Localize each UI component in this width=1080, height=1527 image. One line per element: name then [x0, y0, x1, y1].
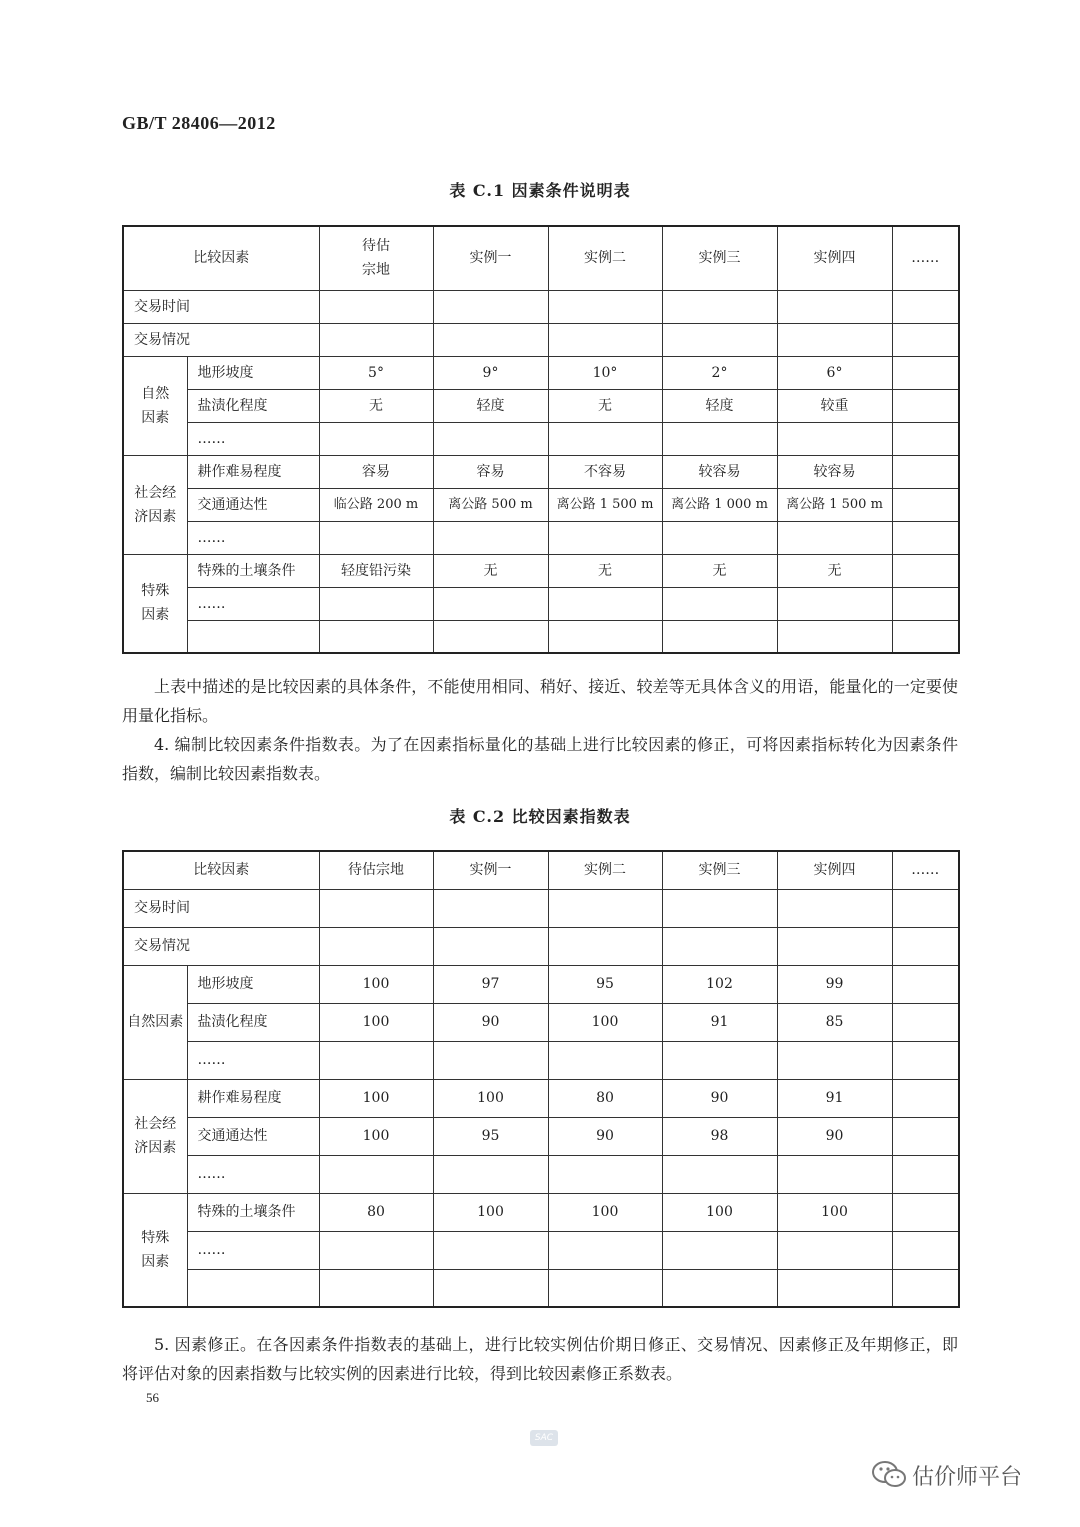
table-cell: 95 [548, 965, 662, 1003]
table-row [123, 1193, 959, 1231]
table-row [123, 521, 959, 554]
table-cell: 轻度铅污染 [319, 554, 433, 587]
table-cell: 容易 [319, 455, 433, 488]
group-special-line1: 特殊 [141, 1229, 170, 1246]
table-cell: 100 [433, 1079, 548, 1117]
table-c1-title: 表 C.1 因素条件说明表 [449, 181, 631, 200]
table-cell: 2° [662, 356, 777, 389]
group-special-line2: 因素 [141, 1253, 170, 1270]
table-c1-header-factor: 比较因素 [123, 226, 319, 290]
table-cell: 100 [319, 965, 433, 1003]
table-c2-header-factor: 比较因素 [123, 851, 319, 889]
table-cell: 5° [319, 356, 433, 389]
table-cell: 97 [433, 965, 548, 1003]
group-natural-factors [123, 356, 187, 455]
table-cell: 91 [662, 1003, 777, 1041]
table-cell: 离公路 1 500 m [548, 488, 662, 521]
group-natural-line2: 因素 [141, 409, 170, 426]
table-c2 [122, 850, 960, 1308]
group-social-economic-factors [123, 455, 187, 554]
table-row [123, 965, 959, 1003]
table-row [123, 927, 959, 965]
row-label: 地形坡度 [187, 356, 319, 389]
row-label-trade-time: 交易时间 [123, 889, 319, 927]
table-cell: 100 [319, 1003, 433, 1041]
row-label: 特殊的土壤条件 [187, 1193, 319, 1231]
table-cell: 85 [777, 1003, 892, 1041]
row-label: 耕作难易程度 [187, 1079, 319, 1117]
table-c1-header-subject-line1: 待估 [362, 238, 390, 255]
table-row [123, 488, 959, 521]
table-cell: 80 [319, 1193, 433, 1231]
group-social-line2: 济因素 [134, 508, 177, 525]
table-c1-header-case4: 实例四 [777, 226, 892, 290]
row-label: 耕作难易程度 [187, 455, 319, 488]
table-cell: 无 [548, 554, 662, 587]
table-cell: 无 [319, 389, 433, 422]
table-row [123, 1155, 959, 1193]
group-special-factors [123, 554, 187, 653]
group-social-line1: 社会经 [134, 1116, 177, 1132]
row-label-ellipsis: …… [187, 587, 319, 620]
table-c2-header-case1: 实例一 [433, 851, 548, 889]
row-label-ellipsis: …… [187, 1231, 319, 1269]
table-row [123, 290, 959, 323]
table-cell: 6° [777, 356, 892, 389]
table-cell: 100 [662, 1193, 777, 1231]
wechat-watermark [870, 1455, 1022, 1495]
table-c2-header-row [123, 851, 959, 889]
table-cell: 99 [777, 965, 892, 1003]
table-cell: 100 [319, 1117, 433, 1155]
table-c1-header-more: …… [892, 226, 959, 290]
table-c1-header-subject [319, 226, 433, 290]
paragraph-1: 上表中描述的是比较因素的具体条件，不能使用相同、稍好、接近、较差等无具体含义的用语，能量化的一定要使用量化指标。 [122, 677, 958, 725]
row-label-trade-time: 交易时间 [123, 290, 319, 323]
table-cell: 100 [319, 1079, 433, 1117]
table-row [123, 587, 959, 620]
table-c2-title: 表 C.2 比较因素指数表 [449, 807, 631, 826]
table-cell: 无 [777, 554, 892, 587]
table-cell: 无 [433, 554, 548, 587]
table-cell: 95 [433, 1117, 548, 1155]
group-special-line2: 因素 [141, 607, 170, 624]
table-row [123, 554, 959, 587]
row-label: 特殊的土壤条件 [187, 554, 319, 587]
table-cell: 90 [548, 1117, 662, 1155]
table-cell: 90 [662, 1079, 777, 1117]
table-row [123, 389, 959, 422]
table-row [123, 620, 959, 653]
table-c1 [122, 225, 960, 654]
table-cell: 容易 [433, 455, 548, 488]
table-cell: 离公路 1 000 m [662, 488, 777, 521]
table-cell: 100 [548, 1193, 662, 1231]
row-label-trade-situation: 交易情况 [123, 323, 319, 356]
table-row [123, 1003, 959, 1041]
table-row [123, 1231, 959, 1269]
table-c1-header-case1: 实例一 [433, 226, 548, 290]
table-c1-header-case2: 实例二 [548, 226, 662, 290]
group-special-line1: 特殊 [141, 583, 170, 600]
table-cell: 90 [433, 1003, 548, 1041]
standard-code: GB/T 28406—2012 [122, 113, 276, 133]
table-row [123, 356, 959, 389]
table-cell: 100 [777, 1193, 892, 1231]
table-cell: 100 [548, 1003, 662, 1041]
row-label-ellipsis: …… [187, 422, 319, 455]
table-c1-header-row [123, 226, 959, 290]
table-cell: 不容易 [548, 455, 662, 488]
table-cell: 离公路 1 500 m [777, 488, 892, 521]
table-row [123, 422, 959, 455]
paragraph-2: 4. 编制比较因素条件指数表。为了在因素指标量化的基础上进行比较因素的修正，可将因素指标转化为因素条件指数，编制比较因素指数表。 [122, 735, 958, 783]
row-label: 交通通达性 [187, 1117, 319, 1155]
page-number: 56 [146, 1390, 159, 1405]
table-cell: 轻度 [662, 389, 777, 422]
row-label-ellipsis: …… [187, 1155, 319, 1193]
table-row [123, 455, 959, 488]
wechat-icon [870, 1459, 908, 1491]
table-row [123, 1117, 959, 1155]
table-cell: 离公路 500 m [433, 488, 548, 521]
table-c1-header-case3: 实例三 [662, 226, 777, 290]
row-label-ellipsis: …… [187, 1041, 319, 1079]
table-cell: 无 [548, 389, 662, 422]
group-special-factors [123, 1193, 187, 1307]
group-social-economic-factors [123, 1079, 187, 1193]
table-row [123, 1269, 959, 1307]
table-c2-header-more: …… [892, 851, 959, 889]
table-c2-header-case2: 实例二 [548, 851, 662, 889]
table-cell: 无 [662, 554, 777, 587]
table-cell: 98 [662, 1117, 777, 1155]
row-label: 盐渍化程度 [187, 1003, 319, 1041]
table-cell: 9° [433, 356, 548, 389]
table-cell: 较重 [777, 389, 892, 422]
row-label: 交通通达性 [187, 488, 319, 521]
table-c1-header-subject-line2: 宗地 [362, 262, 390, 279]
row-label: 地形坡度 [187, 965, 319, 1003]
table-cell: 80 [548, 1079, 662, 1117]
table-cell: 90 [777, 1117, 892, 1155]
group-natural-line1: 自然 [141, 385, 170, 402]
table-c2-header-case3: 实例三 [662, 851, 777, 889]
table-cell: 较容易 [662, 455, 777, 488]
group-social-line2: 济因素 [134, 1140, 177, 1156]
table-row [123, 1079, 959, 1117]
row-label-ellipsis: …… [187, 521, 319, 554]
watermark-text: 估价师平台 [912, 1464, 1023, 1490]
table-cell: 10° [548, 356, 662, 389]
paragraph-3: 5. 因素修正。在各因素条件指数表的基础上，进行比较实例估价期日修正、交易情况、因素修正及年期修正，即将评估对象的因素指数与比较实例的因素进行比较，得到比较因素修正系数表。 [122, 1335, 958, 1383]
table-row [123, 1041, 959, 1079]
table-cell: 100 [433, 1193, 548, 1231]
table-cell: 102 [662, 965, 777, 1003]
table-cell: 临公路 200 m [319, 488, 433, 521]
table-row [123, 323, 959, 356]
row-label: 盐渍化程度 [187, 389, 319, 422]
table-c2-header-subject: 待估宗地 [319, 851, 433, 889]
table-cell: 轻度 [433, 389, 548, 422]
row-label-trade-situation: 交易情况 [123, 927, 319, 965]
table-row [123, 889, 959, 927]
group-natural-factors: 自然因素 [123, 965, 187, 1079]
table-cell: 较容易 [777, 455, 892, 488]
group-social-line1: 社会经 [134, 484, 177, 501]
table-c2-header-case4: 实例四 [777, 851, 892, 889]
table-cell: 91 [777, 1079, 892, 1117]
sac-logo: SAC [530, 1430, 558, 1446]
